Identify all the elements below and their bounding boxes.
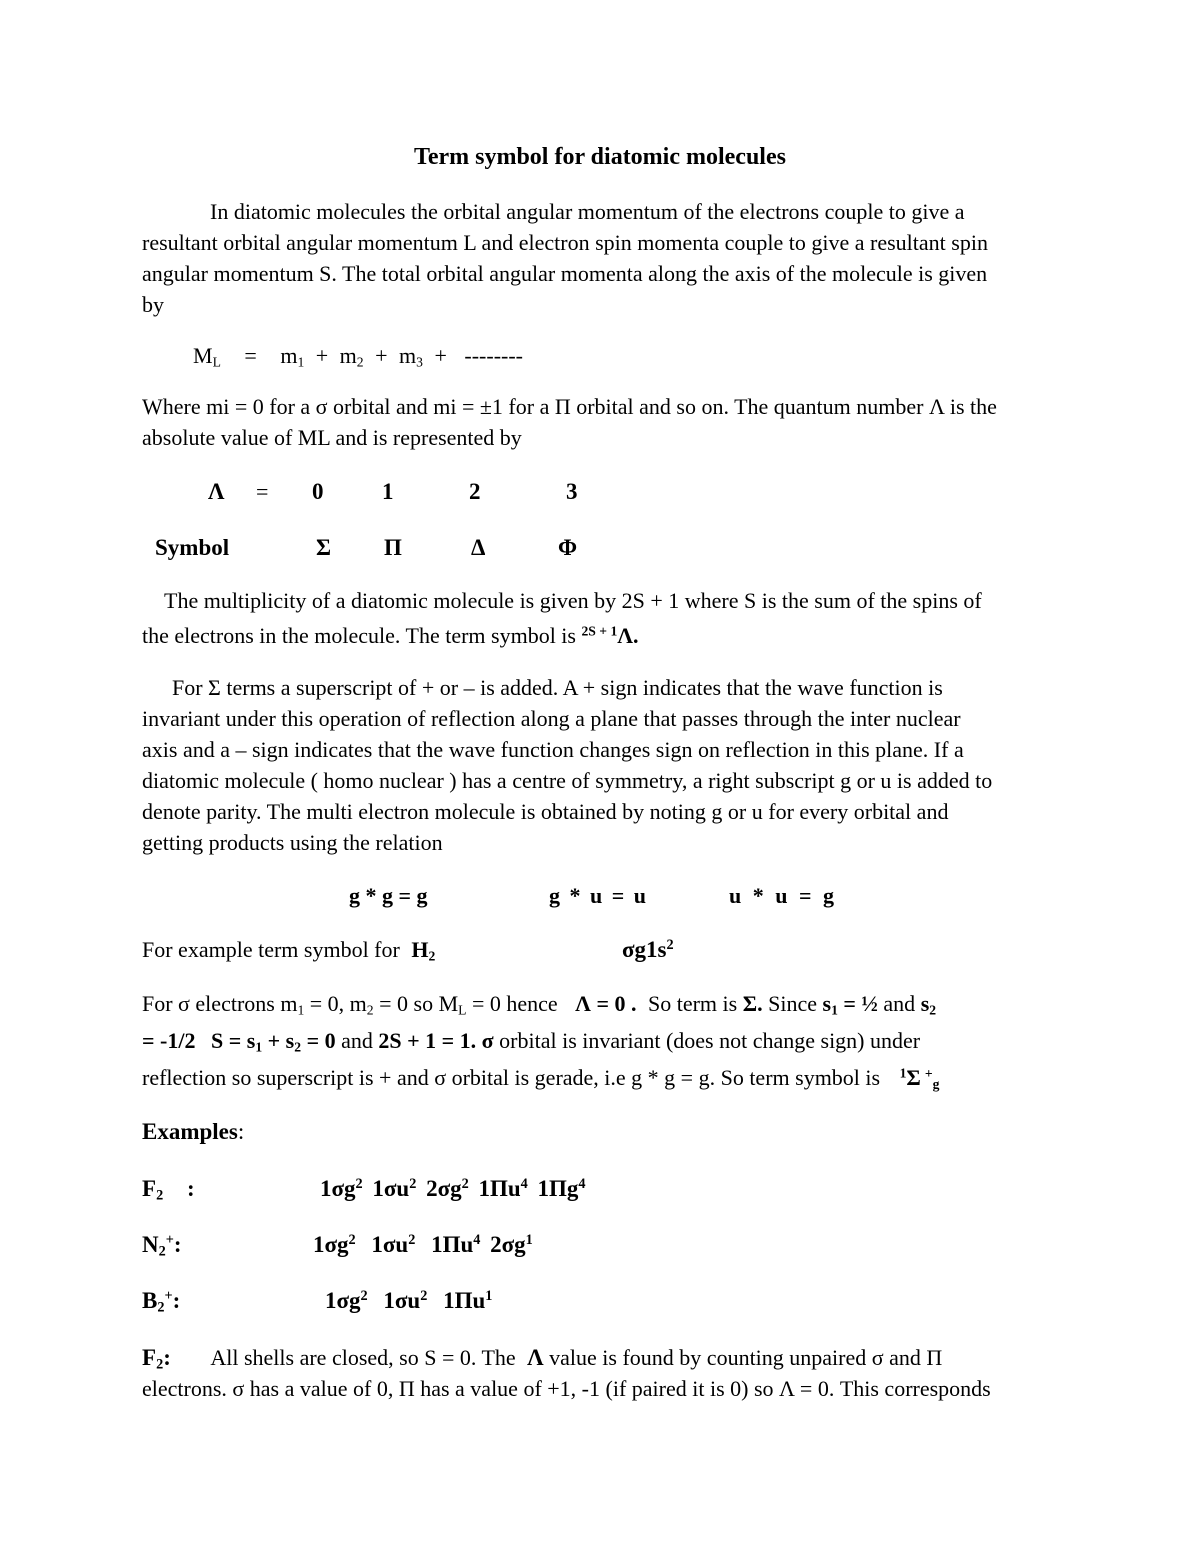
page-title: Term symbol for diatomic molecules: [414, 144, 786, 170]
sigma-line-4: diatomic molecule ( homo nuclear ) has a centre of symmetry, a right subscript g or u is added to: [142, 768, 993, 793]
sigma-line-6: getting products using the relation: [142, 830, 443, 855]
f2-explanation-line-2: electrons. σ has a value of 0, Π has a value of +1, -1 (if paired it is 0) so Λ = 0. This corresponds: [142, 1376, 991, 1401]
example-configuration: $1\sigma g^2$ $1\sigma u^2$ $1\Pi u^4$ $2\sigma g^1$: [313, 1232, 533, 1257]
lambda-eq: =: [256, 479, 269, 504]
term-symbol: Σ: [316, 535, 332, 560]
parity-rule: g * g = g: [349, 883, 428, 908]
multiplicity-line-2: the electrons in the molecule. The term symbol is $^{2S + 1}$Λ.: [142, 623, 639, 648]
sigma-line-1: For Σ terms a superscript of + or – is added. A + sign indicates that the wave function is: [172, 675, 943, 700]
multiplicity-line-1: The multiplicity of a diatomic molecule is given by 2S + 1 where S is the sum of the spins of: [164, 588, 982, 613]
f2-explanation-line-1: $F_2$: All shells are closed, so S = 0. The Λ value is found by counting unpaired σ and Π: [142, 1345, 943, 1373]
where-line-2: absolute value of ML and is represented by: [142, 425, 522, 450]
lambda-value: 1: [382, 479, 394, 504]
lambda-value: 3: [566, 479, 578, 504]
sigma-line-3: axis and a – sign indicates that the wave function changes sign on reflection in this plane. If a: [142, 737, 964, 762]
example-h2-label: For example term symbol for $H_2$: [142, 937, 436, 964]
example-molecule: $B_2^+$:: [142, 1288, 181, 1316]
lambda-value: 0: [312, 479, 324, 504]
parity-rule: u * u = g: [729, 883, 835, 908]
term-symbol: Φ: [558, 535, 578, 560]
example-molecule: $N_2^+$:: [142, 1232, 182, 1260]
sigma-electrons-line-1: For σ electrons $m_1 = 0$, $m_2 = 0$ so $M_L = 0$ hence Λ = 0 . So term is Σ. Since $s_1$ = ½ and $s_2$: [142, 991, 937, 1018]
intro-line-4: by: [142, 292, 164, 317]
term-symbol: Π: [384, 535, 402, 560]
sigma-line-5: denote parity. The multi electron molecule is obtained by noting g or u for every orbital and: [142, 799, 949, 824]
lambda-value: 2: [469, 479, 481, 504]
example-configuration: $1\sigma g^2$ $1\sigma u^2$ $2\sigma g^2$ $1\Pi u^4$ $1\Pi g^4$: [320, 1176, 586, 1201]
parity-rule: g * u = u: [549, 883, 647, 908]
sigma-electrons-line-3: reflection so superscript is + and σ orbital is gerade, i.e g * g = g. So term symbol is $^1$Σ +$_g$: [142, 1065, 940, 1092]
example-molecule: $F_2$ :: [142, 1176, 195, 1204]
term-symbol: Δ: [471, 535, 486, 560]
ml-equation: $M_L = m_1 + m_2 + m_3$ + --------: [193, 343, 523, 370]
intro-line-1: In diatomic molecules the orbital angular momentum of the electrons couple to give a: [210, 199, 965, 224]
example-h2-config: $\sigma g1s^2$: [622, 937, 674, 962]
symbol-label: Symbol: [155, 535, 230, 560]
intro-line-2: resultant orbital angular momentum L and electron spin momenta couple to give a resultant spin: [142, 230, 988, 255]
lambda-label: Λ: [208, 479, 225, 504]
where-line-1: Where mi = 0 for a σ orbital and mi = ±1 for a Π orbital and so on. The quantum number Λ is the: [142, 394, 997, 419]
sigma-electrons-line-2: = -1/2 $S = s_1 + s_2 = 0$ and 2S + 1 = 1. σ orbital is invariant (does not change sign) under: [142, 1028, 921, 1055]
intro-line-3: angular momentum S. The total orbital angular momenta along the axis of the molecule is given: [142, 261, 988, 286]
example-configuration: $1\sigma g^2$ $1\sigma u^2$ $1\Pi u^1$: [325, 1288, 493, 1313]
examples-heading: Examples:: [142, 1119, 245, 1144]
sigma-line-2: invariant under this operation of reflection along a plane that passes through the inter nuclear: [142, 706, 961, 731]
